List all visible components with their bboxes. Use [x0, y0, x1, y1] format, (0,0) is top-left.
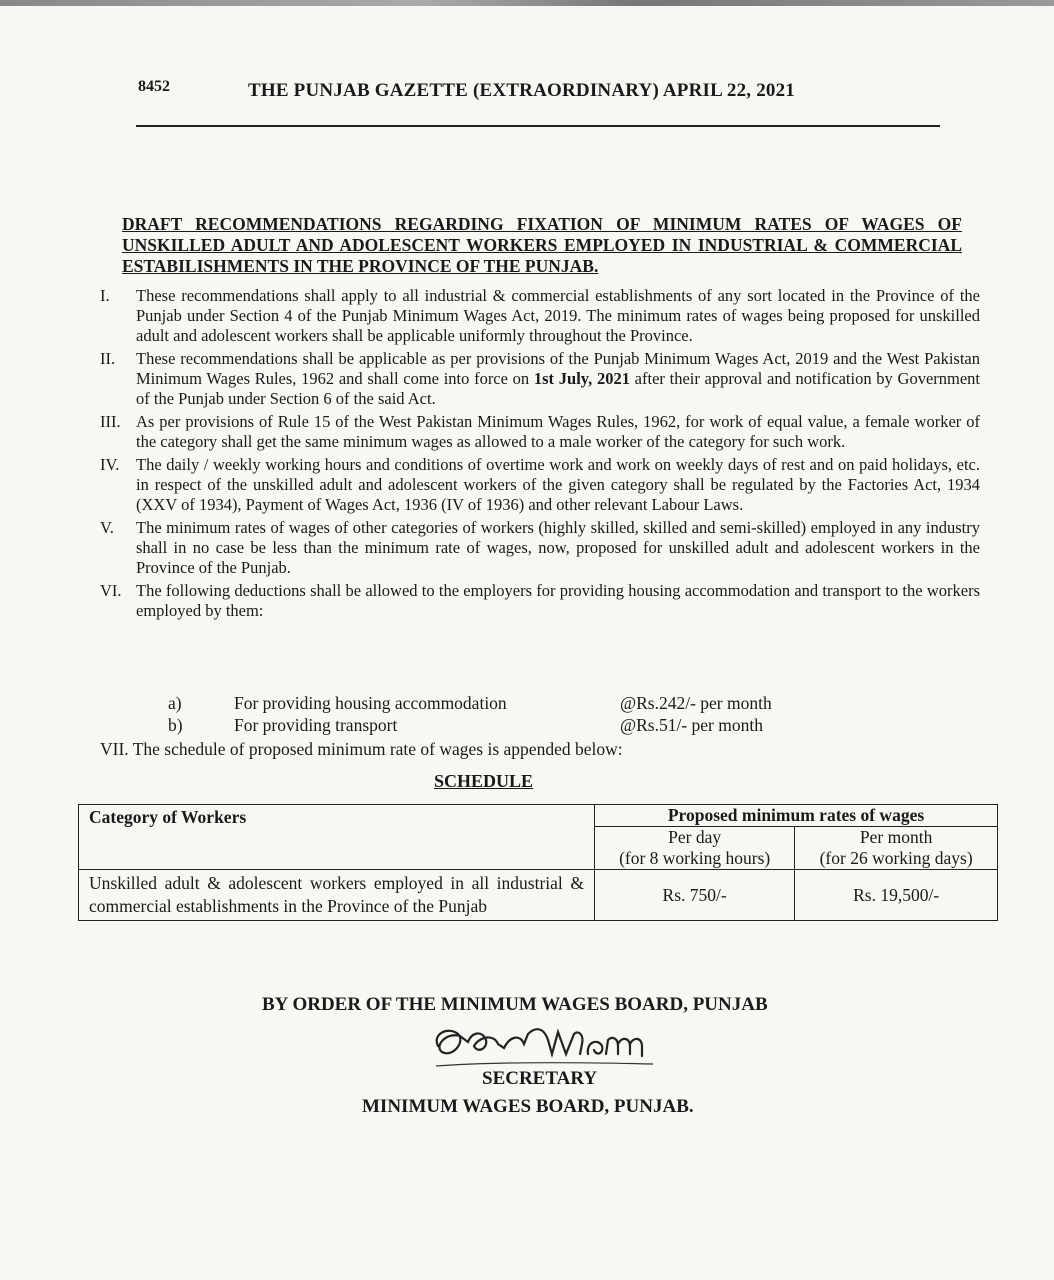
item-text: As per provisions of Rule 15 of the West Pakistan Minimum Wages Rules, 1962, for work of equal value, a female worker of the category shall get the same minimum wages as allowed to a male worker of the category for such work. — [136, 412, 980, 451]
item-number: III. — [100, 412, 121, 431]
list-item — [100, 349, 980, 409]
item-text: These recommendations shall be applicable as per provisions of the Punjab Minimum Wages Act, 2019 and the West Pakistan Minimum Wages Rules, 1962 and shall come into force on 1st July, 2021 after their approval and notification by Government of the Punjab under Section 6 of the said Act. — [136, 349, 980, 408]
item-text: The following deductions shall be allowed to the employers for providing housing accommodation and transport to the workers employed by them: — [136, 581, 980, 620]
item-seven: VII. The schedule of proposed minimum rate of wages is appended below: — [100, 739, 623, 759]
page-top-edge — [0, 0, 1054, 6]
item-number: V. — [100, 518, 114, 537]
wage-schedule-table — [78, 804, 998, 921]
list-item — [100, 518, 980, 578]
category-header: Category of Workers — [79, 805, 595, 870]
item-text: The daily / weekly working hours and conditions of overtime work and work on weekly days of rest and on paid holidays, etc. in respect of the unskilled adult and adolescent workers of the given category shall be regulated by the Factories Act, 1934 (XXV of 1934), Payment of Wages Act, 1936 (IV of 1936) and other relevant Labour Laws. — [136, 455, 980, 514]
deduction-letter: b) — [168, 715, 183, 735]
page-number: 8452 — [138, 78, 170, 95]
per-day-value: Rs. 750/- — [595, 870, 795, 921]
signature — [428, 1014, 668, 1074]
recommendation-list — [100, 286, 980, 624]
per-month-value: Rs. 19,500/- — [795, 870, 998, 921]
deduction-desc: For providing transport — [234, 715, 398, 735]
schedule-title: SCHEDULE — [434, 771, 534, 791]
list-item — [100, 581, 980, 621]
board-name: MINIMUM WAGES BOARD, PUNJAB. — [362, 1096, 694, 1117]
deduction-desc: For providing housing accommodation — [234, 693, 507, 713]
item-text: These recommendations shall apply to all industrial & commercial establishments of any sort located in the Province of the Punjab under Section 4 of the Punjab Minimum Wages Act, 2019. The minimum rates of wages being proposed for unskilled adult and adolescent workers shall be applicable uniformly throughout the Province. — [136, 286, 980, 345]
deduction-row — [168, 714, 772, 736]
per-day-header: Per day (for 8 working hours) — [595, 827, 795, 870]
gazette-title: THE PUNJAB GAZETTE (EXTRAORDINARY) APRIL 22, 2021 — [248, 80, 795, 101]
item-text: The minimum rates of wages of other categories of workers (highly skilled, skilled and semi-skilled) employed in any industry shall in no case be less than the minimum rate of wages, now, proposed for unskilled adult and adolescent workers in the Province of the Punjab. — [136, 518, 980, 577]
per-month-header: Per month (for 26 working days) — [795, 827, 998, 870]
list-item — [100, 286, 980, 346]
document-heading: DRAFT RECOMMENDATIONS REGARDING FIXATION OF MINIMUM RATES OF WAGES OF UNSKILLED ADULT AND ADOLESCENT WORKERS EMPLOYED IN INDUSTRIAL & COMMERCIAL ESTABILISHMENTS IN THE PROVINCE OF THE PUNJAB. — [122, 214, 962, 276]
deduction-letter: a) — [168, 693, 182, 713]
deduction-row — [168, 692, 772, 714]
order-line: BY ORDER OF THE MINIMUM WAGES BOARD, PUNJAB — [262, 994, 768, 1015]
item-number: I. — [100, 286, 110, 305]
deduction-amount: @Rs.242/- per month — [620, 693, 772, 713]
proposed-rates-header: Proposed minimum rates of wages — [595, 805, 998, 827]
deduction-list — [168, 692, 772, 736]
secretary-title: SECRETARY — [482, 1068, 598, 1089]
category-cell: Unskilled adult & adolescent workers employed in all industrial & commercial establishments in the Province of the Punjab — [79, 870, 595, 921]
table-header-row — [79, 805, 998, 827]
item-number: VI. — [100, 581, 122, 600]
item-number: IV. — [100, 455, 120, 474]
effective-date: 1st July, 2021 — [533, 369, 630, 388]
list-item — [100, 455, 980, 515]
table-row — [79, 870, 998, 921]
list-item — [100, 412, 980, 452]
header-divider — [136, 125, 940, 127]
deduction-amount: @Rs.51/- per month — [620, 715, 763, 735]
item-number: II. — [100, 349, 116, 368]
